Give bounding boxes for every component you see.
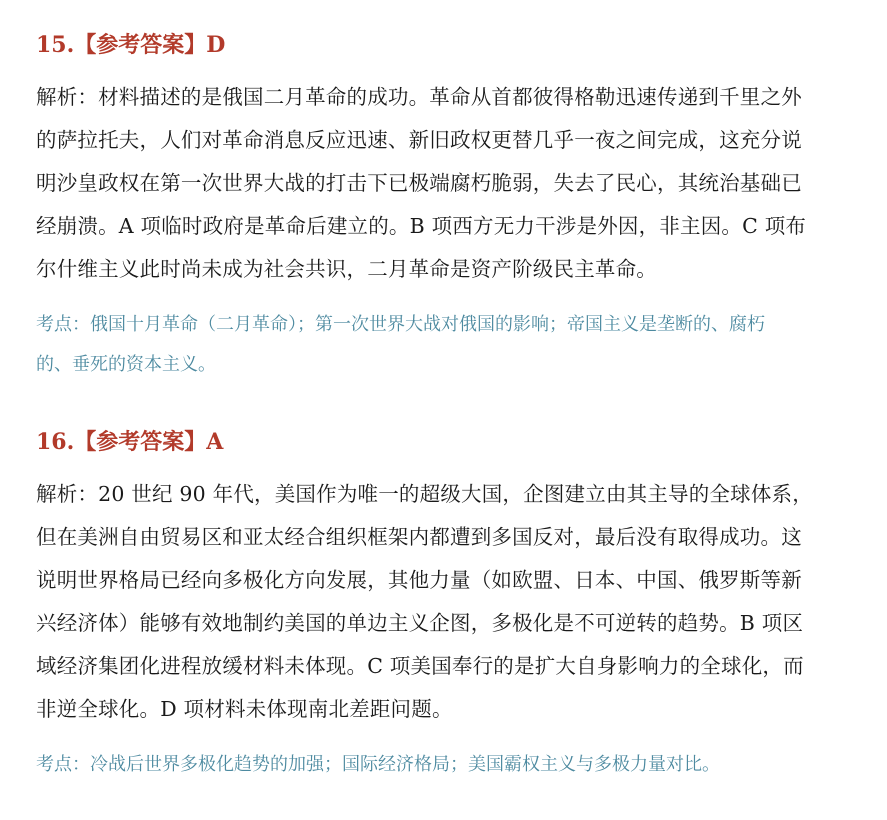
analysis-line: 尔什维主义此时尚未成为社会共识，二月革命是资产阶级民主革命。	[36, 257, 657, 281]
analysis-line: 兴经济体）能够有效地制约美国的单边主义企图，多极化是不可逆转的趋势。B 项区	[36, 611, 804, 635]
question-16-heading: 16.【参考答案】A	[36, 429, 224, 455]
analysis-line: 说明世界格局已经向多极化方向发展，其他力量（如欧盟、日本、中国、俄罗斯等新	[36, 568, 802, 592]
question-15-section	[36, 28, 856, 385]
analysis-line: 明沙皇政权在第一次世界大战的打击下已极端腐朽脆弱，失去了民心，其统治基础已	[36, 171, 802, 195]
analysis-line: 的萨拉托夫，人们对革命消息反应迅速、新旧政权更替几乎一夜之间完成，这充分说	[36, 128, 802, 152]
analysis-line: 但在美洲自由贸易区和亚太经合组织框架内都遭到多国反对，最后没有取得成功。这	[36, 525, 802, 549]
question-15-heading: 15.【参考答案】D	[36, 32, 226, 58]
keypoint-line: 的、垂死的资本主义。	[36, 354, 216, 375]
question-15-analysis	[36, 76, 856, 291]
analysis-line: 经崩溃。A 项临时政府是革命后建立的。B 项西方无力干涉是外因，非主因。C 项布	[36, 214, 807, 238]
keypoint-line: 考点：俄国十月革命（二月革命）；第一次世界大战对俄国的影响；帝国主义是垄断的、腐朽	[36, 314, 765, 335]
question-16-analysis	[36, 473, 856, 731]
analysis-line: 解析：材料描述的是俄国二月革命的成功。革命从首都彼得格勒迅速传递到千里之外	[36, 85, 802, 109]
question-15-keypoints	[36, 305, 856, 385]
analysis-line: 解析：20 世纪 90 年代，美国作为唯一的超级大国，企图建立由其主导的全球体系，	[36, 482, 813, 506]
question-16-section	[36, 425, 856, 785]
question-16-keypoints	[36, 745, 856, 785]
keypoint-line: 考点：冷战后世界多极化趋势的加强；国际经济格局；美国霸权主义与多极力量对比。	[36, 754, 720, 775]
analysis-line: 域经济集团化进程放缓材料未体现。C 项美国奉行的是扩大自身影响力的全球化，而	[36, 654, 804, 678]
analysis-line: 非逆全球化。D 项材料未体现南北差距问题。	[36, 697, 453, 721]
